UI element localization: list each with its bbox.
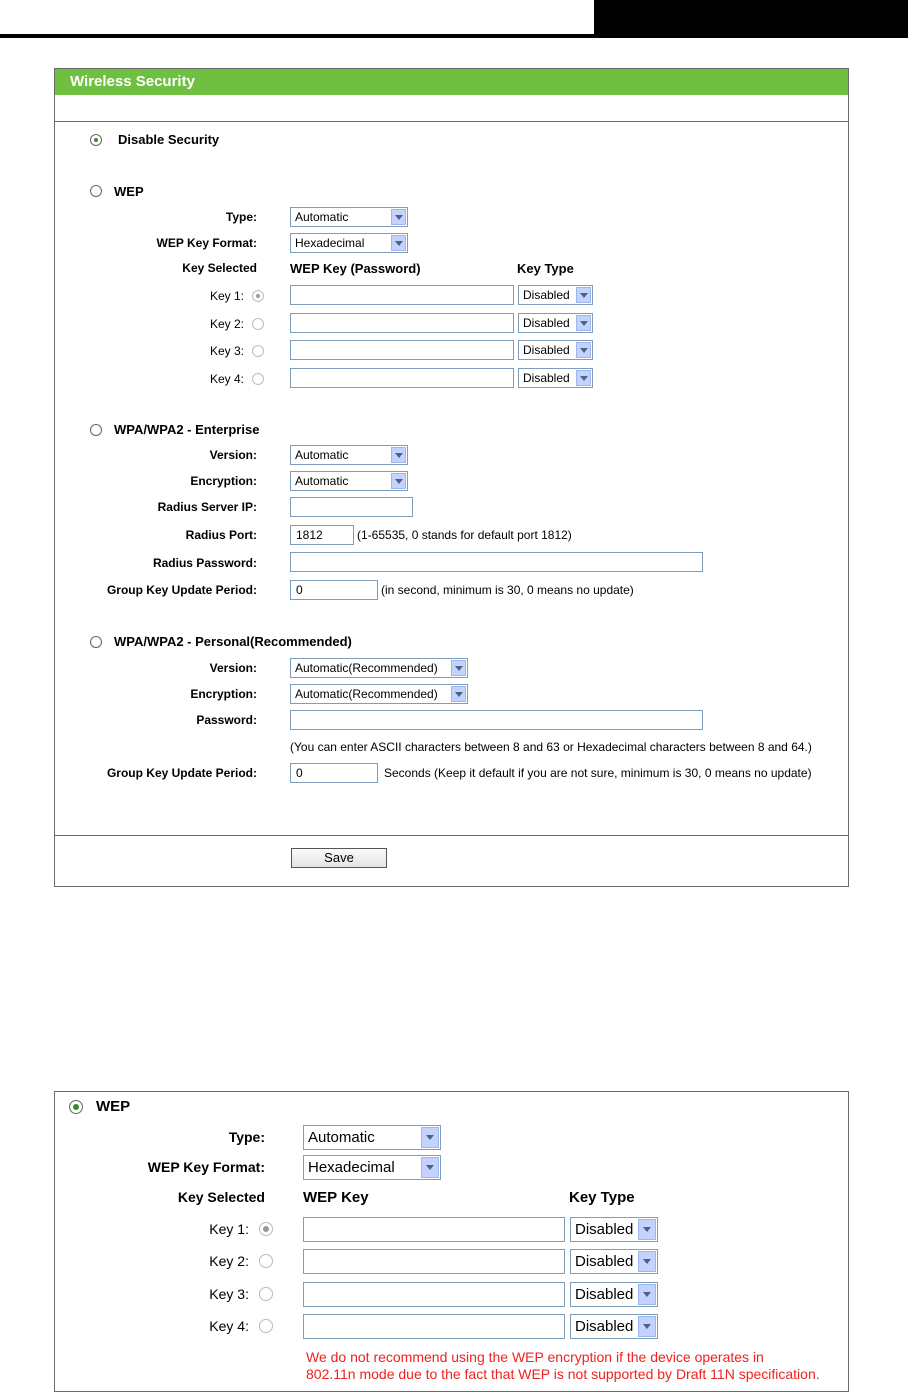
wep-key-format-value: Hexadecimal bbox=[295, 236, 365, 250]
personal-password-input[interactable] bbox=[290, 710, 703, 730]
enterprise-group-key-input[interactable]: 0 bbox=[290, 580, 378, 600]
key-3-label: Key 3: bbox=[209, 344, 244, 358]
wep-detail-key-4-radio[interactable] bbox=[259, 1319, 273, 1333]
chevron-down-icon bbox=[451, 660, 466, 676]
personal-version-select[interactable] bbox=[290, 658, 468, 678]
key-4-type-value: Disabled bbox=[523, 371, 570, 385]
wep-detail-key-1-type-select[interactable] bbox=[570, 1217, 658, 1242]
wep-detail-key-4-label: Key 4: bbox=[209, 1318, 249, 1334]
title-separator bbox=[55, 121, 848, 122]
key-3-type-value: Disabled bbox=[523, 343, 570, 357]
enterprise-version-select[interactable] bbox=[290, 445, 408, 465]
wep-key-format-label: WEP Key Format: bbox=[156, 236, 257, 250]
personal-version-label: Version: bbox=[209, 661, 257, 675]
key-2-type-value: Disabled bbox=[523, 316, 570, 330]
wep-warning-line-2: 802.11n mode due to the fact that WEP is not supported by Draft 11N specification. bbox=[306, 1366, 820, 1382]
wep-section-title: WEP bbox=[114, 184, 144, 199]
wep-radio[interactable] bbox=[90, 185, 102, 197]
wep-key-format-select[interactable] bbox=[290, 233, 408, 253]
radius-port-input[interactable]: 1812 bbox=[290, 525, 354, 545]
radius-password-input[interactable] bbox=[290, 552, 703, 572]
chevron-down-icon bbox=[451, 686, 466, 702]
wep-detail-key-type-header: Key Type bbox=[569, 1189, 635, 1206]
wep-detail-key-4-type-value: Disabled bbox=[575, 1318, 634, 1335]
chevron-down-icon bbox=[576, 287, 591, 303]
wep-detail-title: WEP bbox=[96, 1098, 131, 1115]
enterprise-group-key-label: Group Key Update Period: bbox=[106, 583, 257, 597]
wep-detail-key-4-input[interactable] bbox=[303, 1314, 565, 1339]
personal-encryption-value: Automatic(Recommended) bbox=[295, 687, 438, 701]
wep-type-select[interactable] bbox=[290, 207, 408, 227]
wep-detail-key-selected-header: Key Selected bbox=[177, 1189, 265, 1205]
enterprise-encryption-value: Automatic bbox=[295, 474, 349, 488]
wep-detail-key-format-value: Hexadecimal bbox=[308, 1159, 395, 1176]
wep-detail-key-2-radio[interactable] bbox=[259, 1254, 273, 1268]
wep-detail-key-2-input[interactable] bbox=[303, 1249, 565, 1274]
radius-port-label: Radius Port: bbox=[185, 528, 257, 542]
chevron-down-icon bbox=[391, 235, 406, 251]
personal-group-key-label: Group Key Update Period: bbox=[106, 766, 257, 780]
wep-detail-key-2-label: Key 2: bbox=[209, 1253, 249, 1269]
wep-type-label: Type: bbox=[225, 210, 257, 224]
key-3-input[interactable] bbox=[290, 340, 514, 360]
key-type-header: Key Type bbox=[517, 261, 574, 276]
enterprise-encryption-select[interactable] bbox=[290, 471, 408, 491]
key-1-label: Key 1: bbox=[209, 289, 244, 303]
key-1-type-select[interactable] bbox=[518, 285, 593, 305]
enterprise-version-value: Automatic bbox=[295, 448, 349, 462]
key-4-input[interactable] bbox=[290, 368, 514, 388]
panel-title: Wireless Security bbox=[55, 69, 848, 95]
key-2-type-select[interactable] bbox=[518, 313, 593, 333]
key-2-label: Key 2: bbox=[209, 317, 244, 331]
personal-group-key-note: Seconds (Keep it default if you are not sure, minimum is 30, 0 means no update) bbox=[384, 766, 812, 780]
chevron-down-icon bbox=[421, 1127, 439, 1148]
chevron-down-icon bbox=[638, 1284, 656, 1305]
key-1-input[interactable] bbox=[290, 285, 514, 305]
chevron-down-icon bbox=[421, 1157, 439, 1178]
footer-separator bbox=[55, 835, 848, 836]
key-selected-header: Key Selected bbox=[182, 261, 257, 275]
disable-security-label: Disable Security bbox=[118, 132, 220, 147]
enterprise-section-title: WPA/WPA2 - Enterprise bbox=[114, 422, 260, 437]
personal-section-title: WPA/WPA2 - Personal(Recommended) bbox=[114, 634, 352, 649]
save-button[interactable]: Save bbox=[291, 848, 387, 868]
personal-password-label: Password: bbox=[196, 713, 257, 727]
chevron-down-icon bbox=[576, 342, 591, 358]
wep-detail-key-2-type-select[interactable] bbox=[570, 1249, 658, 1274]
key-2-input[interactable] bbox=[290, 313, 514, 333]
wep-detail-key-1-input[interactable] bbox=[303, 1217, 565, 1242]
key-3-type-select[interactable] bbox=[518, 340, 593, 360]
wep-detail-key-3-type-value: Disabled bbox=[575, 1286, 634, 1303]
wep-type-value: Automatic bbox=[295, 210, 349, 224]
key-1-radio[interactable] bbox=[252, 290, 264, 302]
wep-detail-key-1-type-value: Disabled bbox=[575, 1221, 634, 1238]
wep-warning-line-1: We do not recommend using the WEP encryption if the device operates in bbox=[306, 1349, 764, 1365]
personal-group-key-input[interactable]: 0 bbox=[290, 763, 378, 783]
personal-encryption-label: Encryption: bbox=[190, 687, 257, 701]
wep-detail-panel bbox=[54, 1091, 849, 1392]
disable-security-radio[interactable] bbox=[90, 134, 102, 146]
wep-detail-wep-key-header: WEP Key bbox=[303, 1189, 369, 1206]
chevron-down-icon bbox=[638, 1219, 656, 1240]
chevron-down-icon bbox=[391, 447, 406, 463]
chevron-down-icon bbox=[576, 315, 591, 331]
wireless-security-panel bbox=[54, 68, 849, 887]
wep-key-header: WEP Key (Password) bbox=[290, 261, 421, 276]
radius-port-note: (1-65535, 0 stands for default port 1812) bbox=[357, 528, 572, 542]
enterprise-radio[interactable] bbox=[90, 424, 102, 436]
enterprise-group-key-note: (in second, minimum is 30, 0 means no update) bbox=[381, 583, 634, 597]
wep-detail-key-3-type-select[interactable] bbox=[570, 1282, 658, 1307]
radius-password-label: Radius Password: bbox=[152, 556, 257, 570]
key-4-radio[interactable] bbox=[252, 373, 264, 385]
wep-detail-key-format-select[interactable] bbox=[303, 1155, 441, 1180]
enterprise-encryption-label: Encryption: bbox=[190, 474, 257, 488]
enterprise-version-label: Version: bbox=[209, 448, 257, 462]
key-3-radio[interactable] bbox=[252, 345, 264, 357]
radius-server-ip-input[interactable] bbox=[290, 497, 413, 517]
personal-version-value: Automatic(Recommended) bbox=[295, 661, 438, 675]
wep-detail-key-3-input[interactable] bbox=[303, 1282, 565, 1307]
personal-radio[interactable] bbox=[90, 636, 102, 648]
key-1-type-value: Disabled bbox=[523, 288, 570, 302]
key-4-type-select[interactable] bbox=[518, 368, 593, 388]
wep-detail-key-3-label: Key 3: bbox=[209, 1286, 249, 1302]
chevron-down-icon bbox=[638, 1316, 656, 1337]
wep-detail-type-select[interactable] bbox=[303, 1125, 441, 1150]
wep-detail-key-3-radio[interactable] bbox=[259, 1287, 273, 1301]
key-2-radio[interactable] bbox=[252, 318, 264, 330]
personal-password-note: (You can enter ASCII characters between 8 and 63 or Hexadecimal characters between 8 and 64.) bbox=[290, 740, 812, 754]
header-black-block bbox=[594, 0, 908, 38]
wep-detail-type-label: Type: bbox=[228, 1129, 265, 1145]
chevron-down-icon bbox=[638, 1251, 656, 1272]
chevron-down-icon bbox=[576, 370, 591, 386]
key-4-label: Key 4: bbox=[209, 372, 244, 386]
chevron-down-icon bbox=[391, 473, 406, 489]
wep-detail-key-format-label: WEP Key Format: bbox=[147, 1159, 265, 1175]
chevron-down-icon bbox=[391, 209, 406, 225]
wep-detail-type-value: Automatic bbox=[308, 1129, 375, 1146]
radius-server-ip-label: Radius Server IP: bbox=[157, 500, 257, 514]
wep-detail-key-1-label: Key 1: bbox=[209, 1221, 249, 1237]
wep-radio-selected[interactable] bbox=[69, 1100, 83, 1114]
wep-detail-key-4-type-select[interactable] bbox=[570, 1314, 658, 1339]
wep-detail-key-2-type-value: Disabled bbox=[575, 1253, 634, 1270]
wep-detail-key-1-radio[interactable] bbox=[259, 1222, 273, 1236]
personal-encryption-select[interactable] bbox=[290, 684, 468, 704]
